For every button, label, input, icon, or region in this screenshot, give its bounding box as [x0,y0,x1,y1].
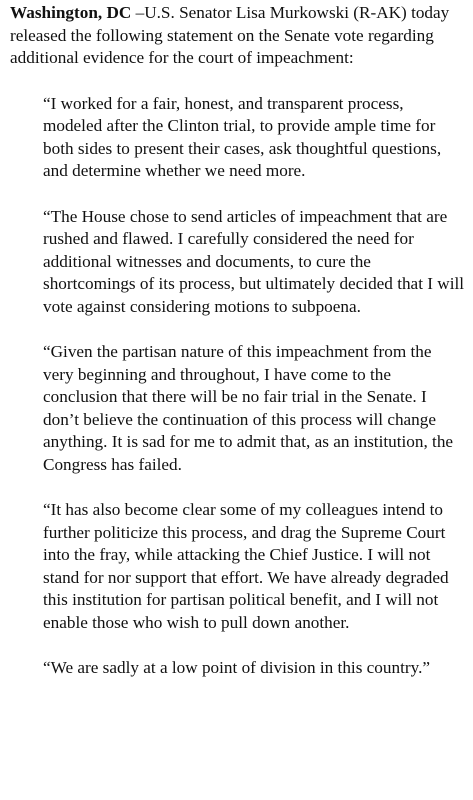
lead-paragraph [10,2,465,70]
paragraph-gap [10,70,465,93]
quote-paragraph-4: “It has also become clear some of my colleagues intend to further politicize this process, and drag the Supreme Court into the fray, while attacking the Chief Justice. I will not stand for nor support that effort. We have already degraded this institution for partisan political benefit, and I will not enable those who wish to pull down another. [43,500,449,632]
quote-paragraph-3: “Given the partisan nature of this impeachment from the very beginning and throughout, I have come to the conclusion that there will be no fair trial in the Senate. I don’t believe the continuation of this process will change anything. It is sad for me to admit that, as an institution, the Congress has failed. [43,342,454,474]
dateline: Washington, DC [10,3,132,22]
quote-paragraph-2: “The House chose to send articles of impeachment that are rushed and flawed. I carefully considered the need for additional witnesses and documents, to cure the shortcomings of its process, but ultimately decided that I will vote against considering motions to subpoena. [43,206,465,316]
paragraph-gap [10,476,465,499]
quote-paragraph-5: “We are sadly at a low point of division in this country.” [43,658,430,677]
quote-paragraph-1: “I worked for a fair, honest, and transparent process, modeled after the Clinton trial, to provide ample time for both sides to present their cases, ask thoughtful questions, and determine whether we need more. [43,93,442,180]
paragraph-gap [10,634,465,657]
paragraph-gap [10,183,465,206]
lead-text: –U.S. Senator Lisa Murkowski (R-AK) today released the following statement on the Senate vote regarding additional evidence for the court of impeachment: [10,3,450,67]
paragraph-gap [10,318,465,341]
